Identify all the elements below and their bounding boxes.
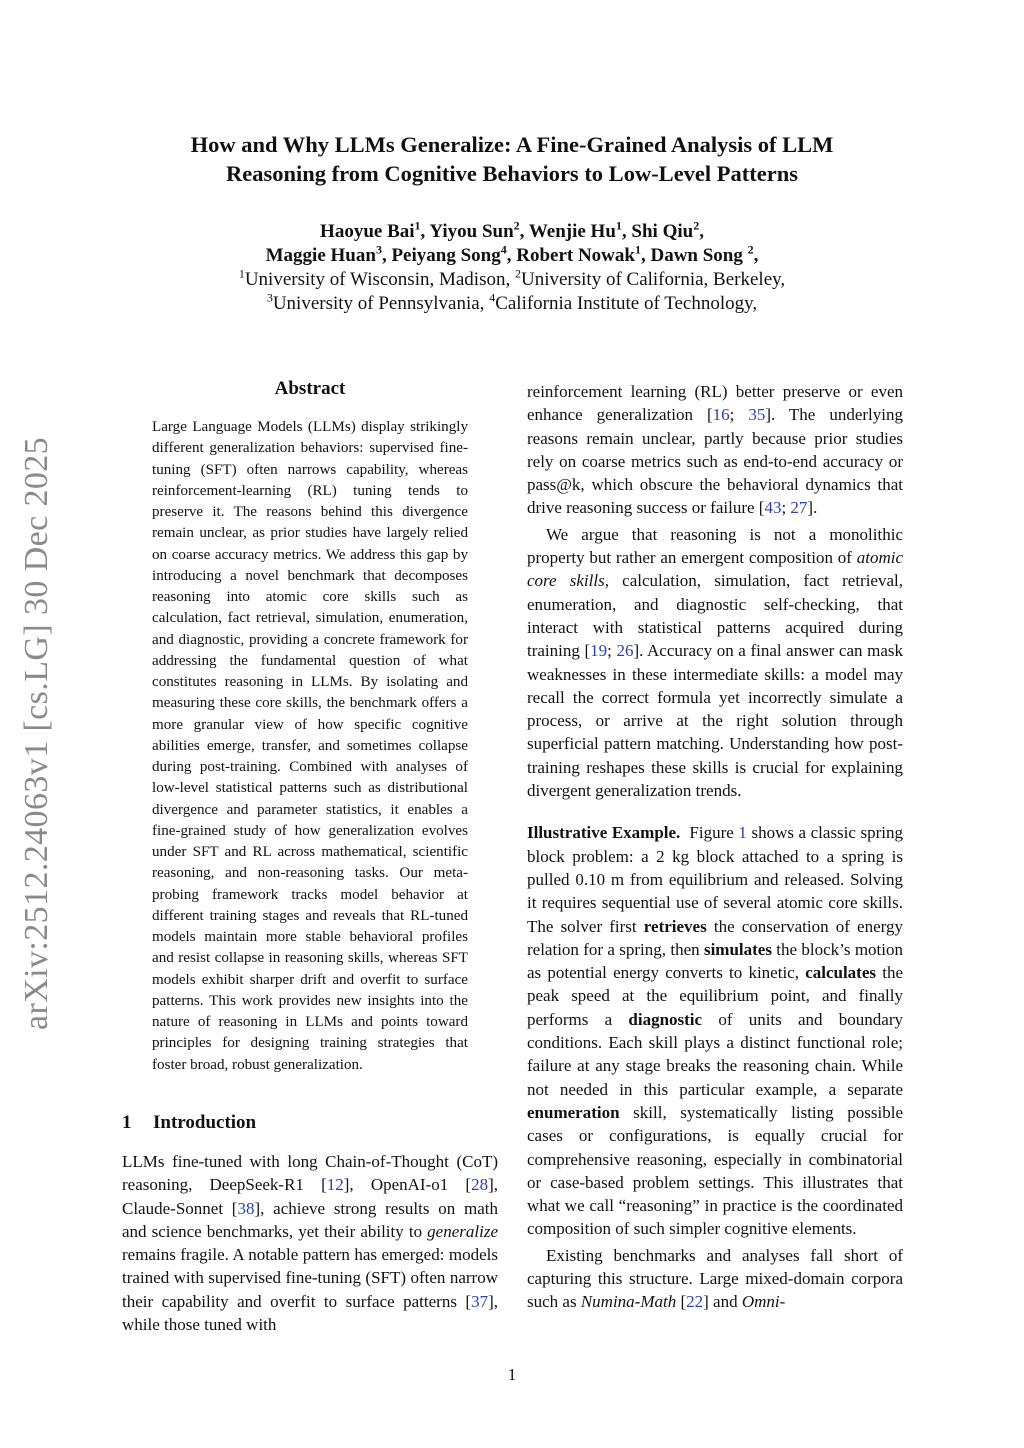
author-affiliation-mark: 1 [414, 218, 421, 233]
text-run: ; [781, 498, 791, 518]
affiliation-name: University of California, Berkeley, [520, 269, 786, 290]
citation-link[interactable]: 43 [764, 498, 782, 518]
intro-paragraph-3 [527, 523, 903, 803]
text-run: We argue that reasoning is not a monolithic property but rather an emergent composition of [527, 524, 903, 568]
author-name: Shi Qiu [631, 221, 694, 242]
citation-link[interactable]: 27 [790, 498, 808, 518]
title-line-1: How and Why LLMs Generalize: A Fine-Grained Analysis of LLM [190, 132, 834, 157]
author-name: Wenjie Hu [528, 221, 616, 242]
text-run: ] and [703, 1292, 742, 1312]
citation-link[interactable]: 16 [712, 405, 730, 425]
abstract-text: Large Language Models (LLMs) display strikingly different generalization behaviors: supervised fine-tuning (SFT) often narrows capability, whereas reinforcement-learning (RL) tuning tends to preserve it. The reasons behind this divergence remain unclear, as prior studies have largely relied on coarse accuracy metrics. We address this gap by introducing a novel benchmark that decomposes reasoning into atomic core skills such as calculation, fact retrieval, simulation, enumeration, and diagnostic, providing a concrete framework for addressing the fundamental question of what constitutes reasoning in LLMs. By isolating and measuring these core skills, the benchmark offers a more granular view of how specific cognitive abilities emerge, transfer, and sometimes collapse during post-training. Combined with analyses of low-level statistical patterns such as distributional divergence and parameter statistics, it enables a fine-grained study of how generalization evolves under SFT and RL across mathematical, scientific reasoning, and non-reasoning tasks. Our meta-probing framework tracks model behavior at different training stages and reveals that RL-tuned models maintain more stable behavioral profiles and resist collapse in reasoning skills, whereas SFT models exhibit sharper drift and overfit to surface patterns. This work provides new insights into the nature of reasoning in LLMs and points toward principles for designing training strategies that foster broad, robust generalization. [152, 419, 468, 1073]
figure-reference-link[interactable]: 1 [738, 823, 747, 843]
skill-term: calculates [805, 963, 877, 983]
affiliation-line-2 [0, 292, 1024, 316]
emphasis: Numina-Math [580, 1292, 677, 1312]
affiliation-name: University of Wisconsin, Madison, [244, 269, 515, 290]
abstract-heading: Abstract [274, 378, 346, 399]
emphasis: atomic core skills [527, 548, 903, 591]
text-run: the conservation of energy relation for a spring, then [527, 916, 903, 959]
citation-link[interactable]: 19 [590, 641, 608, 661]
emphasis: generalize [427, 1221, 498, 1241]
text-run: ]. Accuracy on a final answer can mask weaknesses in these intermediate skills: a model may recall the correct formula yet incorrectly simulate a process, or arrive at the right solution through superficial pattern matching. Understanding how post-training reshapes these skills is crucial for explaining divergent generalization trends. [527, 641, 903, 801]
affiliation-mark: 4 [489, 290, 496, 305]
section-heading-introduction [122, 1112, 256, 1134]
author-affiliation-mark: 2 [747, 242, 754, 257]
text-run: Existing benchmarks and analyses fall short of capturing this structure. Large mixed-domain corpora such as [527, 1245, 903, 1312]
skill-term: diagnostic [628, 1009, 703, 1029]
page-number: 1 [507, 1365, 517, 1384]
section-title: Introduction [153, 1112, 257, 1133]
author-affiliation-mark: 1 [615, 218, 622, 233]
text-run: ]. The underlying reasons remain unclear, partly because prior studies rely on coarse metrics such as end-to-end accuracy or pass@k, which obscure the behavioral dynamics that drive reasoning success or failure [ [527, 405, 903, 518]
citation-link[interactable]: 12 [326, 1175, 344, 1195]
affiliation-line-1 [0, 268, 1024, 292]
citation-link[interactable]: 38 [237, 1198, 255, 1218]
title-line-2: Reasoning from Cognitive Behaviors to Low-Level Patterns [225, 161, 799, 186]
intro-paragraph-2 [527, 380, 903, 520]
citation-link[interactable]: 22 [686, 1292, 704, 1312]
intro-paragraph-4 [527, 1244, 903, 1314]
author-block [0, 220, 1024, 316]
author-line-2: Maggie Huan$^3$, Peiyang Song$^4$, Robert Nowak$^1$, Dawn Song $^2$, [265, 242, 759, 266]
illustrative-example-paragraph [527, 821, 903, 1240]
author-affiliation-mark: 3 [375, 242, 382, 257]
citation-link[interactable]: 35 [748, 405, 766, 425]
text-run: of units and boundary conditions. Each skill plays a distinct functional role; failure at any stage breaks the reasoning chain. While not needed in this particular example, a separate [527, 1009, 903, 1099]
author-affiliation-mark: 2 [513, 218, 520, 233]
author-affiliation-mark: 4 [500, 242, 507, 257]
citation-link[interactable]: 26 [616, 641, 634, 661]
skill-term: retrieves [643, 916, 707, 936]
text-run: reinforcement learning (RL) better preserve or even enhance generalization [ [527, 382, 903, 425]
text-run: the block’s motion as potential energy converts to kinetic, [527, 939, 904, 983]
author-affiliation-mark: 2 [693, 218, 700, 233]
author-name: Haoyue Bai [320, 221, 415, 242]
emphasis: Omni- [741, 1292, 786, 1312]
intro-paragraph-1 [122, 1150, 498, 1336]
text-run: ]. [807, 498, 818, 518]
affiliation-mark: 3 [266, 290, 273, 305]
text-run: skill, systematically listing possible cases or configurations, is equally crucial for comprehensive reasoning, especially in combinatorial or case-based problem settings. This illustrates that what we call “reasoning” in practice is the coordinated composition of such simpler cognitive elements. [527, 1102, 903, 1239]
paragraph-heading: Illustrative Example. [527, 823, 681, 843]
text-run: remains fragile. A notable pattern has emerged: models trained with supervised fine-tuning (SFT) often narrow their capability and overfit to surface patterns [ [122, 1245, 498, 1311]
text-run: ], while those tuned with [122, 1291, 498, 1335]
author-name: Peiyang Song [391, 245, 501, 266]
text-run: ; [607, 641, 617, 661]
affiliation-mark: 1 [238, 266, 245, 281]
author-name: Robert Nowak [516, 245, 635, 266]
citation-link[interactable]: 37 [471, 1291, 489, 1311]
author-line-1: Haoyue Bai$^1$, Yiyou Sun$^2$, Wenjie Hu$^1$, Shi Qiu$^2$, [320, 218, 704, 242]
paper-title [0, 130, 1024, 188]
affiliation-name: California Institute of Technology, [495, 293, 758, 314]
text-run: , calculation, simulation, fact retrieval, enumeration, and diagnostic self-checking, that interact with statistical patterns acquired during training [ [527, 571, 903, 661]
affiliation-mark: 2 [514, 266, 521, 281]
text-run: ], OpenAI-o1 [ [343, 1175, 472, 1195]
affiliation-name: University of Pennsylvania, [272, 293, 490, 314]
text-run: shows a classic spring block problem: a 2 kg block attached to a spring is pulled 0.10 m from equilibrium and released. Solving it requires sequential use of several atomic core skills. The solver first [527, 823, 904, 936]
author-name: Yiyou Sun [429, 221, 514, 242]
citation-link[interactable]: 28 [471, 1175, 489, 1195]
text-run: [ [676, 1292, 687, 1312]
text-run: the peak speed at the equilibrium point, and finally performs a [527, 963, 903, 1029]
author-name: Dawn Song [650, 245, 743, 266]
text-run: ], Claude-Sonnet [ [122, 1175, 498, 1218]
text-run: LLMs fine-tuned with long Chain-of-Thought (CoT) reasoning, DeepSeek-R1 [ [122, 1152, 498, 1195]
text-run: Figure [680, 823, 739, 843]
arxiv-identifier: arXiv:2512.24063v1 [cs.LG] 30 Dec 2025 [18, 436, 55, 1030]
text-run: ], achieve strong results on math and science benchmarks, yet their ability to [122, 1198, 498, 1241]
text-run: ; [729, 405, 749, 425]
skill-term: enumeration [527, 1102, 620, 1122]
right-column [527, 380, 903, 1314]
section-number: 1 [122, 1112, 132, 1133]
author-name: Maggie Huan [265, 245, 376, 266]
skill-term: simulates [703, 939, 772, 959]
author-affiliation-mark: 1 [634, 242, 641, 257]
